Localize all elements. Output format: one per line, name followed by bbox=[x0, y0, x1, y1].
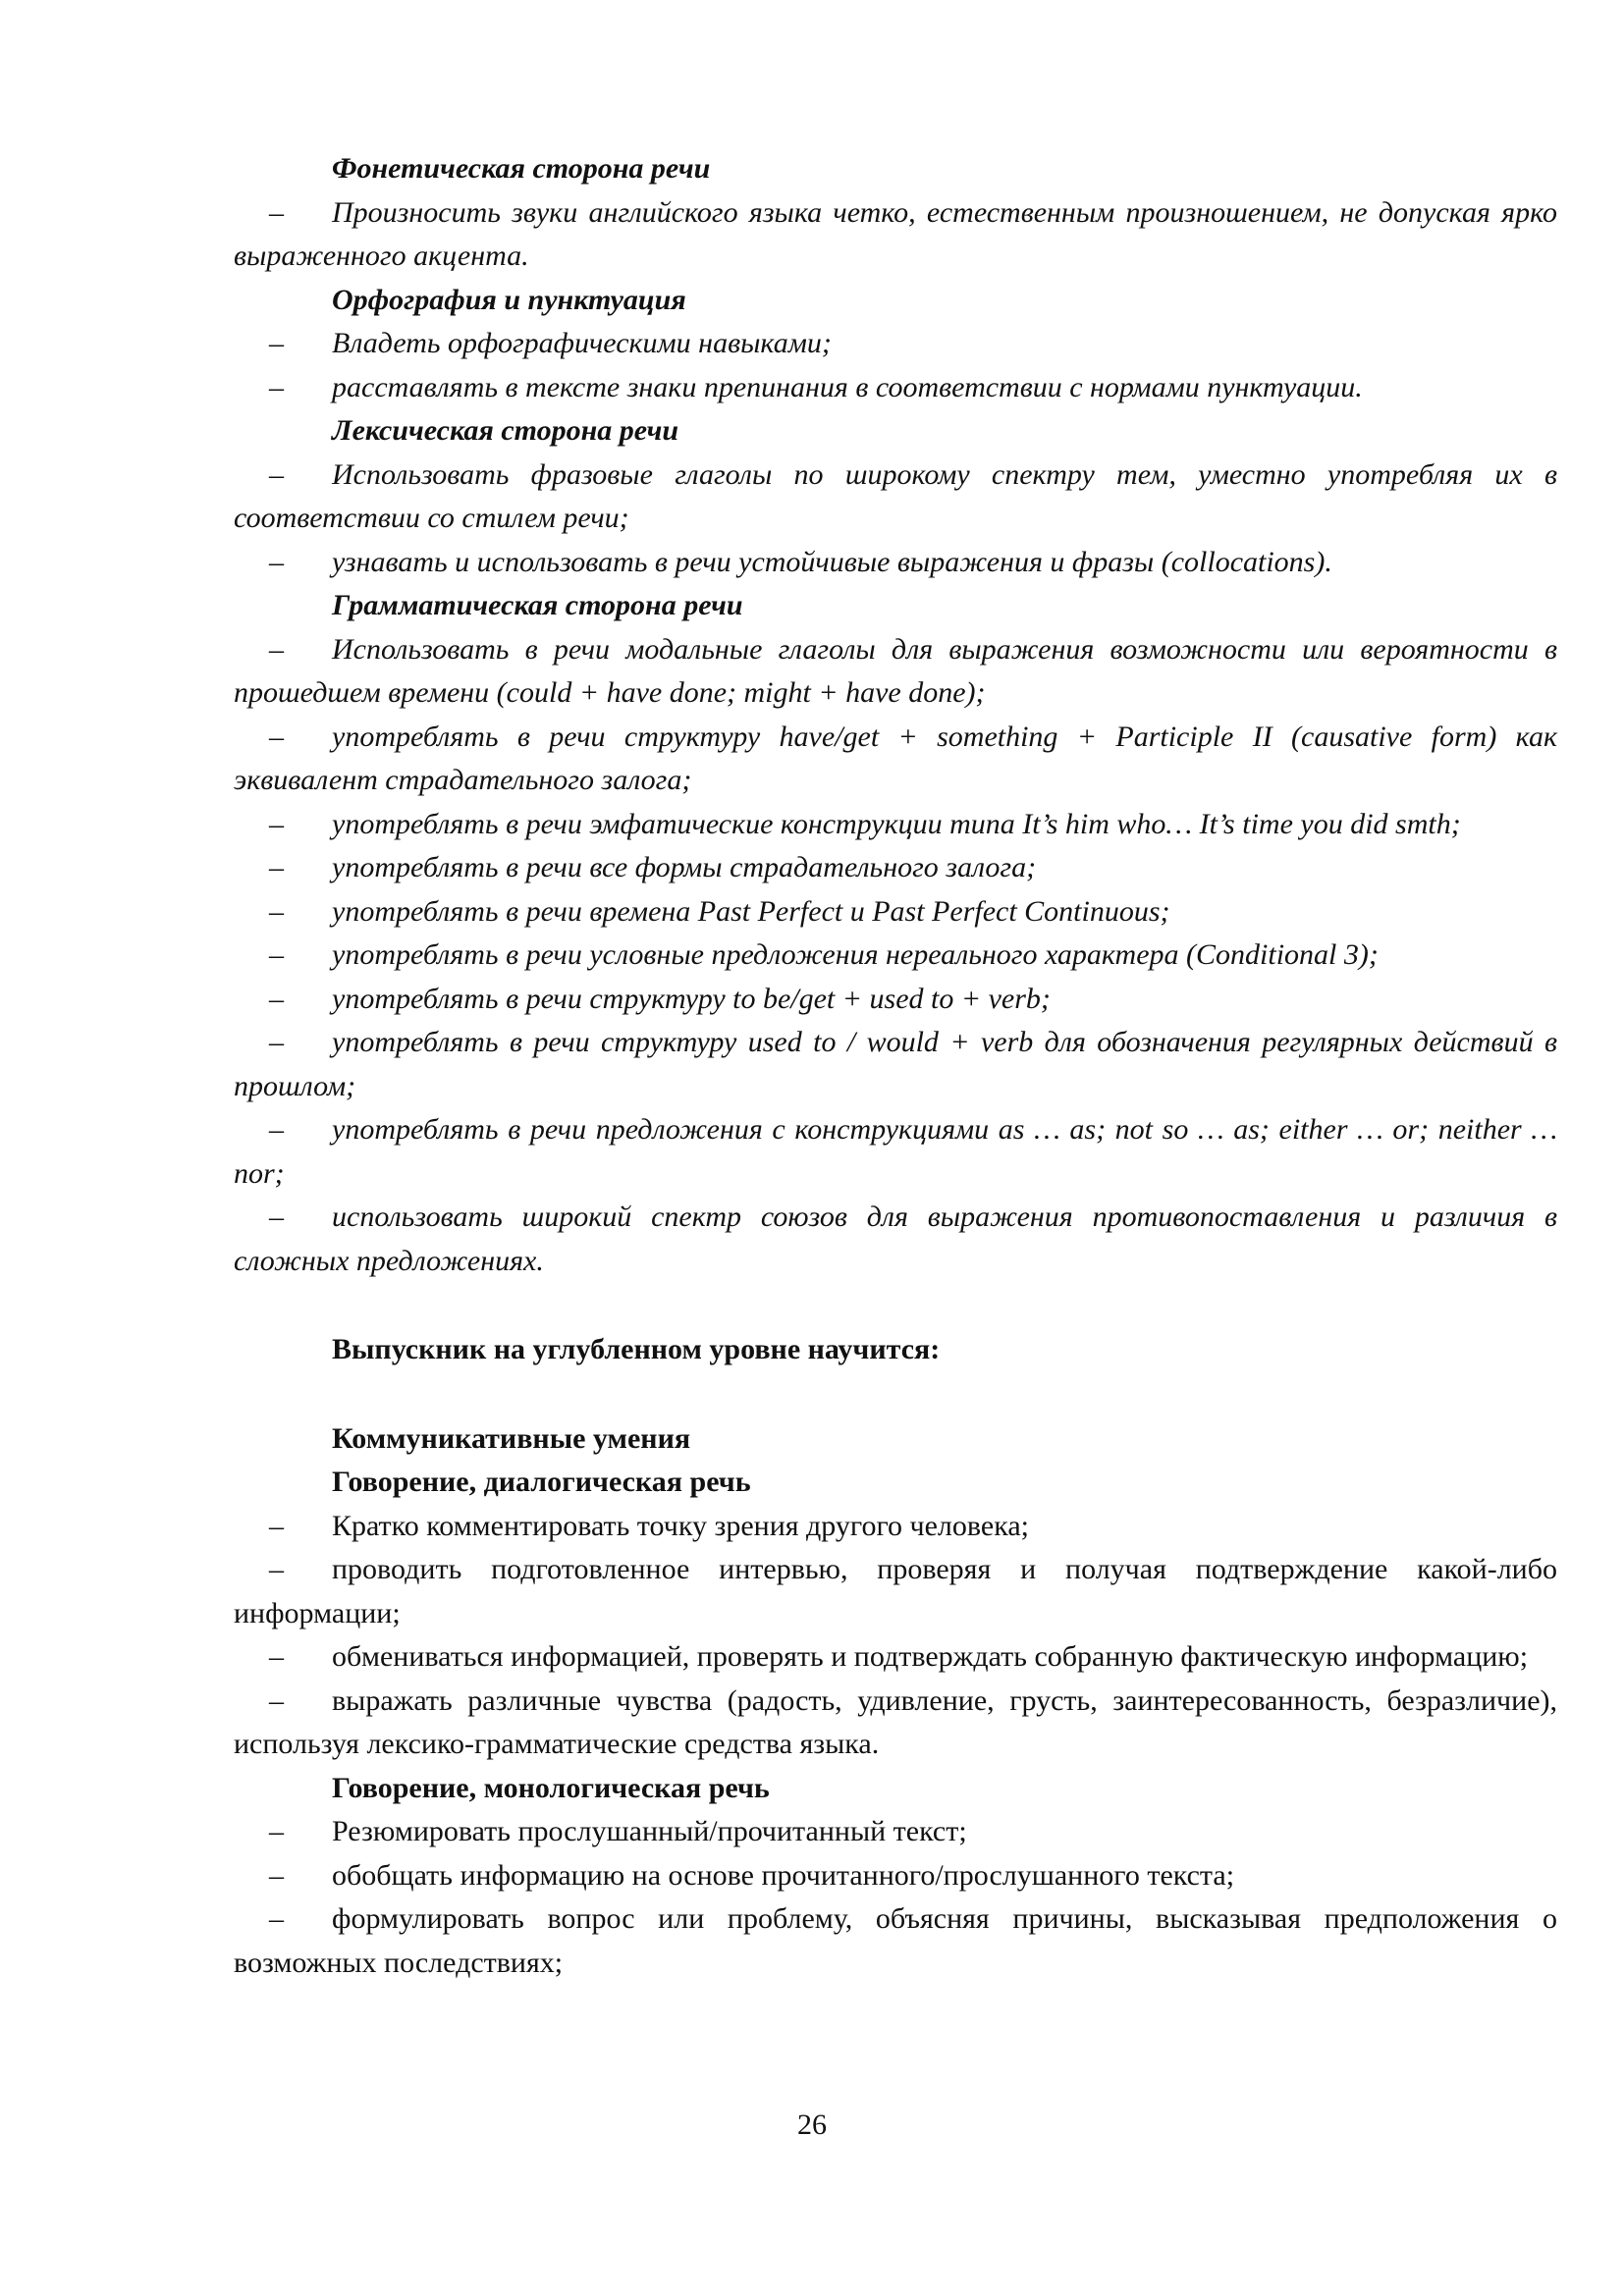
list-item bbox=[234, 978, 1557, 1022]
list-item bbox=[234, 1196, 1557, 1283]
list-item-text: узнавать и использовать в речи устойчивые выражения и фразы (collocations). bbox=[332, 545, 1332, 578]
list-item bbox=[234, 1548, 1557, 1635]
section-heading-lexical: Лексическая сторона речи bbox=[332, 414, 679, 447]
list-item bbox=[234, 1505, 1557, 1549]
list-item bbox=[234, 541, 1557, 585]
dash-bullet: – bbox=[269, 807, 284, 840]
dash-bullet: – bbox=[269, 938, 284, 971]
list-item bbox=[234, 803, 1557, 847]
dash-bullet: – bbox=[269, 982, 284, 1015]
dash-bullet: – bbox=[269, 720, 284, 753]
list-item-text: употреблять в речи структуру have/get + something + Participle II (causative form) как эквивалент страдательного залога; bbox=[234, 720, 1557, 796]
list-item bbox=[234, 366, 1557, 410]
dash-bullet: – bbox=[269, 545, 284, 578]
dash-bullet: – bbox=[269, 1640, 284, 1673]
list-item-text: использовать широкий спектр союзов для выражения противопоставления и различия в сложных предложениях. bbox=[234, 1201, 1557, 1277]
list-item-text: обмениваться информацией, проверять и подтверждать собранную фактическую информацию; bbox=[332, 1640, 1529, 1673]
list-item-text: обобщать информацию на основе прочитанного/прослушанного текста; bbox=[332, 1858, 1235, 1892]
list-item bbox=[234, 716, 1557, 803]
list-item bbox=[234, 890, 1557, 934]
dash-bullet: – bbox=[269, 1815, 284, 1847]
dash-bullet: – bbox=[269, 1026, 284, 1058]
dash-bullet: – bbox=[269, 195, 284, 229]
list-item-text: Использовать фразовые глаголы по широкому спектру тем, уместно употребляя их в соответствии со стилем речи; bbox=[234, 457, 1557, 534]
list-item bbox=[234, 628, 1557, 716]
list-item-text: Использовать в речи модальные глаголы для выражения возможности или вероятности в прошедшем времени (could + have done; might + have done); bbox=[234, 632, 1557, 709]
list-item bbox=[234, 1680, 1557, 1767]
section-title-advanced-level: Выпускник на углубленном уровне научится: bbox=[332, 1333, 941, 1365]
list-item bbox=[234, 1810, 1557, 1854]
dash-bullet: – bbox=[269, 1858, 284, 1892]
list-item-text: употреблять в речи эмфатические конструкции типа It’s him who… It’s time you did smth; bbox=[332, 807, 1461, 840]
list-item bbox=[234, 1108, 1557, 1196]
list-item bbox=[234, 1021, 1557, 1108]
list-item bbox=[234, 322, 1557, 366]
dash-bullet: – bbox=[269, 894, 284, 928]
list-item-text: проводить подготовленное интервью, проверяя и получая подтверждение какой-либо информации; bbox=[234, 1553, 1557, 1629]
list-item-text: употреблять в речи времена Past Perfect и Past Perfect Continuous; bbox=[332, 894, 1170, 928]
section-heading-grammar: Грамматическая сторона речи bbox=[332, 589, 743, 621]
dash-bullet: – bbox=[269, 1683, 284, 1717]
section-heading-orthography: Орфография и пунктуация bbox=[332, 283, 686, 316]
list-item-text: выражать различные чувства (радость, удивление, грусть, заинтересованность, безразличие), используя лексико-грамматические средства языка. bbox=[234, 1683, 1557, 1760]
dash-bullet: – bbox=[269, 1553, 284, 1585]
dash-bullet: – bbox=[269, 327, 284, 359]
list-item-text: Резюмировать прослушанный/прочитанный текст; bbox=[332, 1815, 967, 1847]
list-item bbox=[234, 191, 1557, 279]
list-item-text: употреблять в речи структуру to be/get + used to + verb; bbox=[332, 982, 1051, 1015]
list-item bbox=[234, 1635, 1557, 1680]
dash-bullet: – bbox=[269, 1201, 284, 1233]
list-item-text: употреблять в речи все формы страдательного залога; bbox=[332, 851, 1037, 883]
list-item bbox=[234, 846, 1557, 890]
list-item bbox=[234, 1897, 1557, 1985]
document-page bbox=[234, 147, 1557, 1985]
list-item-text: расставлять в тексте знаки препинания в соответствии с нормами пунктуации. bbox=[332, 370, 1363, 403]
section-heading-phonetics: Фонетическая сторона речи bbox=[332, 152, 711, 185]
list-item bbox=[234, 1854, 1557, 1898]
page-number: 26 bbox=[797, 2109, 827, 2141]
dash-bullet: – bbox=[269, 632, 284, 666]
section-heading-dialogue: Говорение, диалогическая речь bbox=[332, 1466, 751, 1498]
dash-bullet: – bbox=[269, 1113, 284, 1146]
dash-bullet: – bbox=[269, 1902, 284, 1935]
section-heading-communicative-skills: Коммуникативные умения bbox=[332, 1421, 691, 1455]
list-item-text: употреблять в речи условные предложения нереального характера (Conditional 3); bbox=[332, 938, 1379, 971]
list-item-text: формулировать вопрос или проблему, объясняя причины, высказывая предположения о возможных последствиях; bbox=[234, 1902, 1557, 1979]
dash-bullet: – bbox=[269, 1509, 284, 1542]
list-item bbox=[234, 934, 1557, 978]
list-item-text: Кратко комментировать точку зрения другого человека; bbox=[332, 1509, 1029, 1542]
list-item-text: употреблять в речи структуру used to / would + verb для обозначения регулярных действий в прошлом; bbox=[234, 1026, 1557, 1102]
dash-bullet: – bbox=[269, 370, 284, 403]
list-item-text: употреблять в речи предложения с конструкциями as … as; not so … as; either … or; neither … nor; bbox=[234, 1113, 1557, 1190]
list-item bbox=[234, 454, 1557, 541]
list-item-text: Владеть орфографическими навыками; bbox=[332, 327, 832, 359]
dash-bullet: – bbox=[269, 851, 284, 883]
dash-bullet: – bbox=[269, 457, 284, 491]
list-item-text: Произносить звуки английского языка четко, естественным произношением, не допуская ярко выраженного акцента. bbox=[234, 195, 1557, 272]
section-heading-monologue: Говорение, монологическая речь bbox=[332, 1771, 770, 1804]
